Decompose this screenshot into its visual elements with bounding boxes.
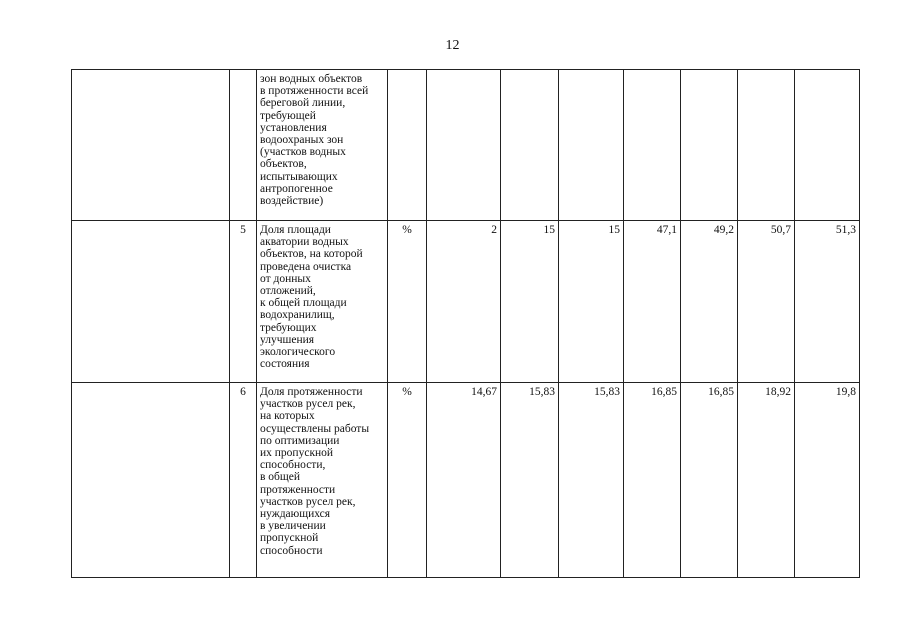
indicator-name-line: проведена очистка — [260, 260, 352, 273]
indicator-name-line: требующих — [260, 321, 317, 334]
value-cell: 19,8 — [795, 383, 860, 578]
page-number: 12 — [445, 38, 460, 53]
blank-cell — [72, 221, 230, 383]
value-cell: 15,83 — [559, 383, 624, 578]
indicator-name-line: зон водных объектов — [260, 73, 363, 85]
unit-cell: % — [388, 383, 427, 578]
value-cell: 14,67 — [427, 383, 501, 578]
indicator-name-line: водоохраных зон — [260, 134, 344, 147]
table-row — [72, 221, 860, 383]
unit-cell: % — [388, 221, 427, 383]
value-cell: 2 — [427, 221, 501, 383]
indicator-name-line: улучшения — [260, 333, 315, 346]
indicator-name-line: отложений, — [260, 285, 316, 298]
value-cell — [795, 70, 860, 221]
value-cell — [681, 70, 738, 221]
table-row — [72, 383, 860, 578]
indicator-name-line: пропускной — [260, 532, 319, 545]
value-cell: 49,2 — [681, 221, 738, 383]
value-cell: 18,92 — [738, 383, 795, 578]
indicator-name-line: (участков водных — [260, 146, 346, 159]
value-cell: 15 — [501, 221, 559, 383]
unit-cell — [388, 70, 427, 221]
indicator-name-cell — [257, 383, 388, 578]
indicator-name-line: осуществлены работы — [260, 422, 370, 435]
value-cell: 50,7 — [738, 221, 795, 383]
indicator-name-line: по оптимизации — [260, 434, 340, 447]
indicator-name-line: береговой линии, — [260, 97, 346, 110]
blank-cell — [72, 383, 230, 578]
indicator-name-line: в увеличении — [260, 520, 326, 533]
indicator-name-line: протяженности — [260, 483, 336, 496]
value-cell — [427, 70, 501, 221]
value-cell — [624, 70, 681, 221]
indicator-name-line: нуждающихся — [260, 508, 331, 521]
table-row — [72, 70, 860, 221]
blank-cell — [72, 70, 230, 221]
row-number-cell: 6 — [230, 383, 257, 578]
indicator-name-line: участков русел рек, — [260, 398, 356, 411]
indicator-name-line: способности, — [260, 459, 326, 472]
indicator-name-line: объектов, — [260, 158, 307, 171]
indicator-name-line: испытывающих — [260, 170, 338, 183]
value-cell — [501, 70, 559, 221]
indicator-name-line: от донных — [260, 272, 311, 285]
indicator-name-line: акватории водных — [260, 236, 349, 249]
indicator-name-line: способности — [260, 544, 323, 557]
row-number-cell — [230, 70, 257, 221]
indicator-name-line: Доля протяженности — [260, 386, 363, 398]
indicator-name-line: на которых — [260, 410, 315, 423]
value-cell: 51,3 — [795, 221, 860, 383]
value-cell: 16,85 — [681, 383, 738, 578]
value-cell — [738, 70, 795, 221]
indicator-name-line: к общей площади — [260, 297, 347, 310]
indicator-name-line: установления — [260, 121, 327, 134]
indicator-name-cell — [257, 221, 388, 383]
value-cell: 15 — [559, 221, 624, 383]
value-cell: 16,85 — [624, 383, 681, 578]
indicator-name-line: требующей — [260, 109, 316, 122]
indicators-table — [71, 69, 860, 578]
indicator-name-line: состояния — [260, 358, 310, 371]
indicator-name-line: объектов, на которой — [260, 248, 363, 261]
indicator-name-line: участков русел рек, — [260, 495, 356, 508]
indicator-name-line: антропогенное — [260, 182, 333, 195]
indicator-name-line: их пропускной — [260, 447, 334, 460]
indicator-name-line: воздействие) — [260, 195, 324, 208]
value-cell: 47,1 — [624, 221, 681, 383]
value-cell: 15,83 — [501, 383, 559, 578]
indicator-name-line: экологического — [260, 346, 336, 359]
indicator-name-line: в общей — [260, 471, 301, 484]
indicator-name-line: водохранилищ, — [260, 309, 335, 322]
indicator-name-line: в протяженности всей — [260, 85, 369, 98]
indicator-name-cell — [257, 70, 388, 221]
indicator-name-line: Доля площади — [260, 224, 331, 236]
row-number-cell: 5 — [230, 221, 257, 383]
value-cell — [559, 70, 624, 221]
